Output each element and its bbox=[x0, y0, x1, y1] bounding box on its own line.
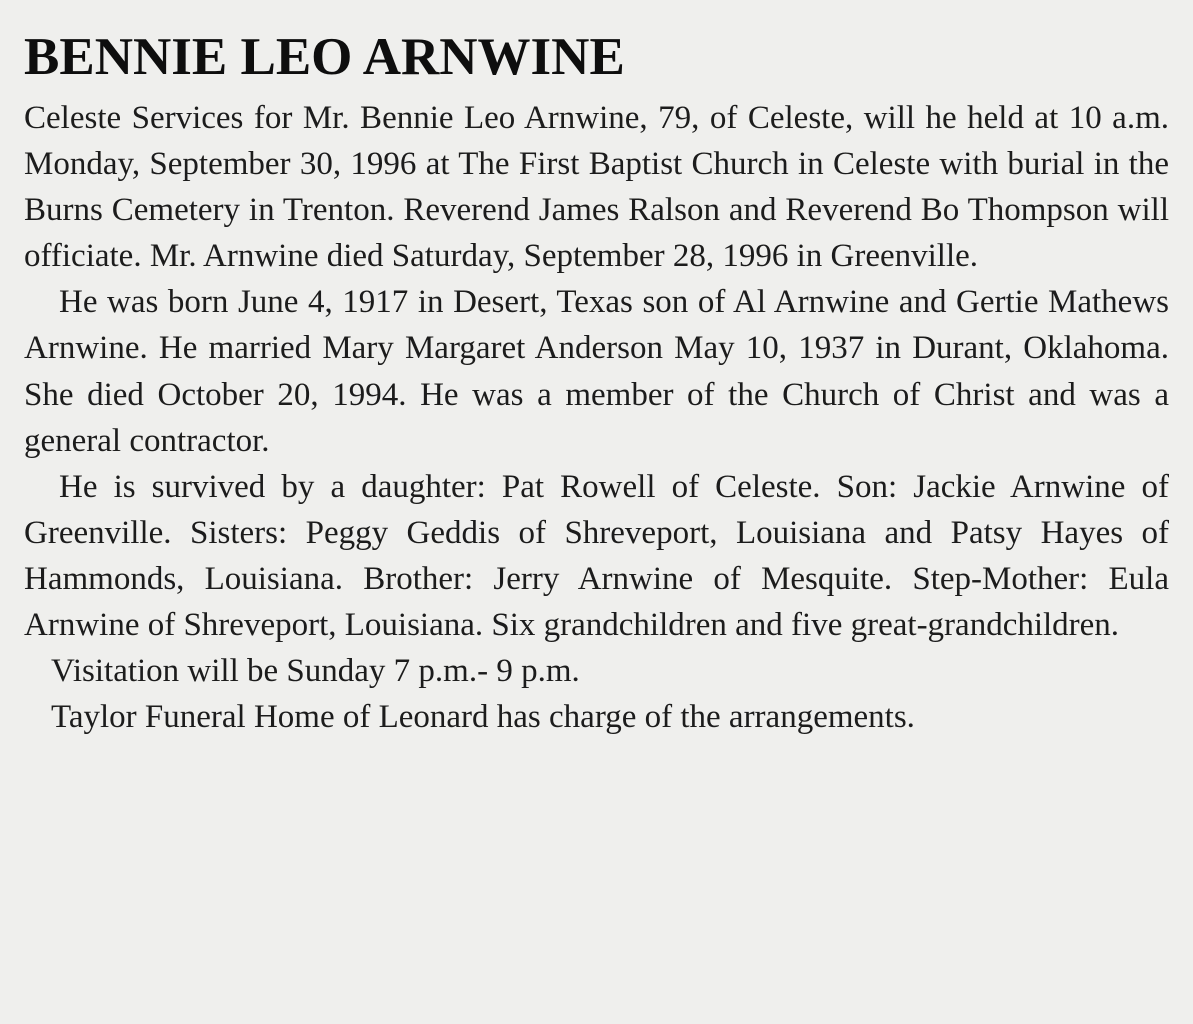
obituary-headline: BENNIE LEO ARNWINE bbox=[24, 28, 625, 86]
paragraph-biography: He was born June 4, 1917 in Desert, Texas son of Al Arnwine and Gertie Mathews Arnwine. He married Mary Margaret Anderson May 10, 1937 in Durant, Oklahoma. She died October 20, 1994. He was a member of the Church of Christ and was a general contractor. bbox=[24, 284, 1169, 459]
paragraph-visitation: Visitation will be Sunday 7 p.m.- 9 p.m. bbox=[51, 653, 580, 690]
obituary-body bbox=[24, 95, 1169, 740]
paragraph-survivors: He is survived by a daughter: Pat Rowell of Celeste. Son: Jackie Arnwine of Greenville. Sisters: Peggy Geddis of Shreveport, Louisiana and Patsy Hayes of Hammonds, Louisiana. Brother: Jerry Arnwine of Mesquite. Step-Mother: Eula Arnwine of Shreveport, Louisiana. Six grandchildren and five great-grandchildren. bbox=[24, 468, 1169, 644]
paragraph-services: Celeste Services for Mr. Bennie Leo Arnwine, 79, of Celeste, will he held at 10 a.m. Monday, September 30, 1996 at The First Baptist Church in Celeste with burial in the Burns Cemetery in Trenton. Reverend James Ralson and Reverend Bo Thompson will officiate. Mr. Arnwine died Saturday, September 28, 1996 in Greenville. bbox=[24, 100, 1169, 275]
paragraph-arrangements: Taylor Funeral Home of Leonard has charge of the arrangements. bbox=[51, 699, 915, 736]
